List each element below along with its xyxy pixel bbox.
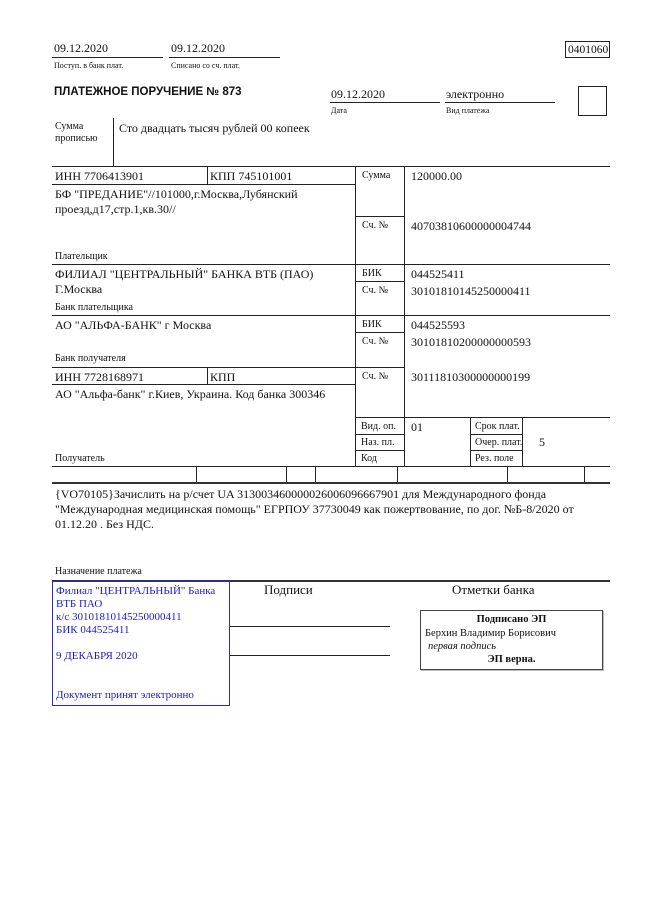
signature-line-1 [230,626,390,627]
received-date: 09.12.2020 [54,41,108,55]
grid-line [355,281,404,282]
e-signature-title: Подписано ЭП [476,614,547,625]
grid-line [52,184,355,185]
payee-bank-bik-value: 044525593 [411,318,465,332]
status-box [578,86,607,116]
payee-bank-name: АО "АЛЬФА-БАНК" г Москва [55,318,212,332]
grid-line [355,166,356,466]
amount-words-label-2: прописью [55,133,98,144]
debited-date: 09.12.2020 [171,41,225,55]
priority-value: 5 [539,435,545,449]
grid-line [470,434,522,435]
reserve-label: Рез. поле [475,453,514,464]
payment-type-label: Вид платежа [446,106,490,115]
payer-kpp: КПП 745101001 [210,169,293,183]
grid-line [207,367,208,385]
received-label: Поступ. в банк плат. [54,61,124,70]
e-signature-signer: Берхин Владимир Борисович [425,628,556,639]
payer-account-label: Сч. № [362,220,389,231]
grid-line [507,466,508,482]
sum-value: 120000.00 [411,169,462,183]
payer-bank-name-1: ФИЛИАЛ "ЦЕНТРАЛЬНЫЙ" БАНКА ВТБ (ПАО) [55,267,314,281]
signatures-label: Подписи [264,582,313,597]
payee-bank-account-value: 30101810200000000593 [411,335,531,349]
grid-line [52,166,610,167]
payee-label: Получатель [55,453,105,464]
grid-line [52,482,610,484]
grid-line [470,450,522,451]
payer-account-value: 40703810600000004744 [411,219,531,233]
grid-line [355,450,404,451]
grid-line [52,384,355,385]
payee-name: АО "Альфа-банк" г.Киев, Украина. Код банка 300346 [55,387,326,401]
payer-bank-bik-value: 044525411 [411,267,465,281]
debited-label: Списано со сч. плат. [171,61,240,70]
stamp-accepted: Документ принят электронно [56,689,194,701]
amount-words-divider [113,118,114,167]
op-type-label: Вид. оп. [361,421,396,432]
form-code-box [565,41,610,58]
bank-marks-label: Отметки банка [452,582,535,597]
grid-line [355,216,404,217]
payee-kpp: КПП [210,370,236,384]
grid-line [52,264,610,265]
stamp-bik: БИК 044525411 [56,624,130,636]
grid-line [52,367,355,368]
payer-inn: ИНН 7706413901 [55,169,144,183]
document-date-underline [330,102,440,103]
stamp-bank-name-2: ВТБ ПАО [56,598,103,610]
code-label: Код [361,453,377,464]
op-type-value: 01 [411,420,423,434]
amount-words-label-1: Сумма [55,121,84,132]
purpose-label: Назначение платежа [55,566,142,577]
payment-type-underline [445,102,555,103]
payee-inn: ИНН 7728168971 [55,370,144,384]
purpose-line-2: "Международная медицинская помощь" ЕГРПОУ 37730049 как пожертвование, по дог. №Б-8/2020 от [55,502,574,516]
payee-bank-label: Банк получателя [55,353,126,364]
e-signature-role: первая подпись [428,641,497,652]
debited-date-underline [169,57,280,58]
signature-line-2 [230,655,390,656]
grid-line [355,332,404,333]
payer-bank-bik-label: БИК [362,268,382,279]
grid-line [355,367,404,368]
grid-line [355,417,610,418]
grid-line [584,466,585,482]
sum-label: Сумма [362,170,391,181]
priority-label: Очер. плат. [475,437,523,448]
grid-line [207,166,208,184]
payer-bank-account-label: Сч. № [362,285,389,296]
payment-type: электронно [446,87,505,101]
payee-account-label: Сч. № [362,371,389,382]
amount-words-value: Сто двадцать тысяч рублей 00 копеек [119,121,310,135]
term-label: Срок плат. [475,421,520,432]
stamp-date: 9 ДЕКАБРЯ 2020 [56,650,138,662]
received-date-underline [52,57,163,58]
payer-label: Плательщик [55,251,108,262]
page-title: ПЛАТЕЖНОЕ ПОРУЧЕНИЕ № 873 [54,86,242,98]
grid-line [404,166,405,466]
e-signature-box [420,610,603,670]
grid-line [315,466,316,482]
purpose-line-3: 01.12.20 . Без НДС. [55,517,154,531]
e-signature-status: ЭП верна. [487,654,536,665]
payer-bank-account-value: 30101810145250000411 [411,284,531,298]
document-date-label: Дата [331,106,347,115]
grid-line [52,315,610,316]
purpose-code-label: Наз. пл. [361,437,395,448]
payer-bank-name-2: Г.Москва [55,282,103,296]
form-code: 0401060 [568,44,609,56]
grid-line [52,466,610,467]
payer-name-1: БФ "ПРЕДАНИЕ"//101000,г.Москва,Лубянский [55,187,298,201]
payer-bank-label: Банк плательщика [55,302,133,313]
payee-bank-bik-label: БИК [362,319,382,330]
bank-stamp [52,581,230,706]
stamp-bank-name: Филиал "ЦЕНТРАЛЬНЫЙ" Банка [56,585,216,597]
grid-line [397,466,398,482]
grid-line [286,466,287,482]
payee-account-value: 30111810300000000199 [411,370,531,384]
stamp-corr-account: к/с 30101810145250000411 [56,611,182,623]
purpose-line-1: {VO70105}Зачислить на р/счет UA 313003460000026006096667901 для Международного фонда [55,487,547,501]
grid-line [355,434,404,435]
grid-line [470,417,471,466]
payer-name-2: проезд,д17,стр.1,кв.30// [55,202,176,216]
document-date: 09.12.2020 [331,87,385,101]
grid-line [196,466,197,482]
payee-bank-account-label: Сч. № [362,336,389,347]
